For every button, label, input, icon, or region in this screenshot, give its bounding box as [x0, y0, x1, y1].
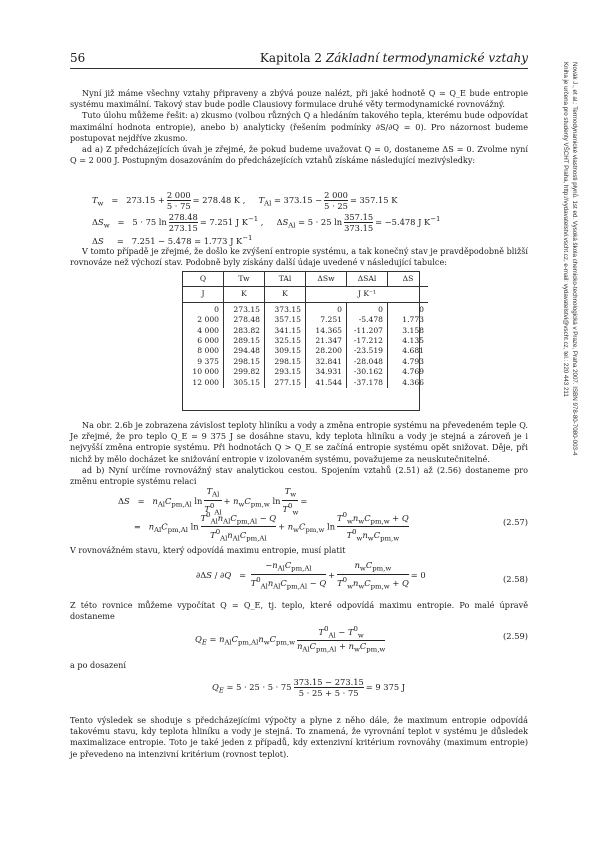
header-rule	[70, 68, 528, 69]
entropy-table	[183, 272, 428, 388]
equation-number: (2.59)	[503, 631, 528, 641]
equation-2-57: $\Delta S = n_{Al}C_{pm,Al}$ ln $\frac{T_{Al}}{T^0_{Al}}$ + $n_wC_{pm,w}$ ln $\frac{T_w}{T^0_w}$ = = $n_{Al}C_{pm,Al}$ ln $\frac{T^0_{Al}n_{Al}C_{pm,Al} - Q}{T^0_{Al}n_{Al}C_{pm,Al}}$ + $n_wC_{pm,w}$ ln $\frac{T^0_wn_wC_{pm,w} + Q}{T^0_wn_wC_{pm,w}}$	[118, 486, 409, 543]
table-row: 12 000 305.15 277.15 41.544 -37.178 4.366	[183, 378, 428, 388]
equation-number: (2.57)	[503, 517, 528, 527]
running-title: Kapitola 2 Základní termodynamické vztahy	[259, 51, 528, 65]
equation-number: (2.58)	[503, 574, 528, 584]
equation-result: $Q_E = 5 \cdot 25 \cdot 5 \cdot 75$ $\frac{373.15 - 273.15}{5 \cdot 25 + 5 \cdot 75}$ = 9 375 J	[212, 677, 406, 698]
paragraph-discussion: Na obr. 2.6b je zobrazena závislost teploty hliníku a vody a změna entropie systému na převedeném teple Q. Je zřejmé, že pro teplo Q_E = 9 375 J se dosáhne stavu, kdy teplota hliníku a vody je stejná a zároveň je i nejvyšší změna entropie systému. Při hodnotách Q > Q_E se začíná entropie systému opět snižovat. Děje, při nichž by mělo docházet ke snižování entropie v izolovaném systému, považujeme za neuskutečnitelné. ad b) Nyní určíme rovnovážný stav analytickou cestou. Spojením vztahů (2.51) až (2.56) dostaneme pro změnu entropie systému relaci	[70, 420, 528, 487]
paragraph-conclusion: Tento výsledek se shoduje s předcházejícími výpočty a plyne z něho dále, že maximum entropie odpovídá takovému stavu, kdy teplota hliníku a vody je stejná. To znamená, že vyrovnání teplot v systému je důsledek maximalizace entropie. Toto je také jeden z případů, kdy extenzivní kritérium rovnováhy (maximum entropie) je převedeno na intenzivní kritérium (rovnost teplot).	[70, 715, 528, 759]
table-row: 6 000 289.15 325.15 21.347 -17.212 4.135	[183, 336, 428, 346]
table-row: 8 000 294.48 309.15 28.200 -23.519 4.681	[183, 346, 428, 356]
table-row: 10 000 299.82 293.15 34.931 -30.162 4.769	[183, 367, 428, 377]
equation-intermediate-results: $T_w = 273.15$ + $\frac{2 000}{5 \cdot 75}$ = 278.48 K , $T_{Al} = 373.15$ − $\frac{2 000}{5 \cdot 25}$ = 357.15 K $\Delta S_w = 5 \cdot 75$ ln $\frac{278.48}{273.15}$ = 7.251 J $K^{-1}$ , $\Delta S_{Al} = 5 \cdot 25$ ln $\frac{357.15}{373.15}$ = −5.478 J $K^{-1}$ ΔS = 7.251 − 5.478 = 1.773 J $K^{-1}$	[92, 190, 441, 246]
paragraph-table-intro: V tomto případě je zřejmé, že došlo ke zvýšení entropie systému, a tak konečný stav je pravděpodobně bližší rovnováze než výchozí stav. Podobně byly získány další údaje uvedené v následující tabulce:	[70, 246, 528, 268]
equation-2-59: $Q_E = n_{Al}C_{pm,Al}n_wC_{pm,w}$ $\frac{T^0_{Al} - T^0_w}{n_{Al}C_{pm,Al} + n_wC_{pm,w}}$	[195, 625, 386, 655]
paragraph-equilibrium: V rovnovážném stavu, který odpovídá maximu entropie, musí platit	[70, 545, 346, 555]
table-row: 0 273.15 373.15 0 0 0	[183, 302, 428, 315]
equation-2-58: ∂ΔS / ∂Q = $\frac{-n_{Al}C_{pm,Al}}{T^0_{Al}n_{Al}C_{pm,Al} - Q}$ + $\frac{n_wC_{pm,w}}{T^0_wn_wC_{pm,w} + Q}$ = 0	[196, 560, 426, 591]
table-header-row: Q Tw TAl ΔSw ΔSAl ΔS	[183, 272, 428, 287]
table-row: 4 000 283.82 341.15 14.365 -11.207 3.158	[183, 326, 428, 336]
paragraph-substitution: a po dosazení	[70, 660, 126, 670]
table-row: 9 375 298.15 298.15 32.841 -28.048 4.793	[183, 357, 428, 367]
paragraph-intro: Nyní již máme všechny vztahy připraveny a zbývá pouze nalézt, při jaké hodnotě Q = Q_E bude entropie systému maximální. Takový stav bude podle Clausiovy formulace druhé věty termodynamické rovnovážný. Tuto úlohu můžeme řešit: a) zkusmo (volbou různých Q a hledáním takového tepla, kterému bude odpovídat maximální hodnota entropie), anebo b) analyticky (řešením podmínky ∂S/∂Q = 0). Pro názornost budeme postupovat nejdříve zkusmo. ad a) Z předcházejících úvah je zřejmé, že pokud budeme uvažovat Q = 0, dostaneme ΔS = 0. Zvolme nyní Q = 2 000 J. Postupným dosazováním do předcházejících vztahů získáme následující mezivýsledky:	[70, 88, 528, 166]
sidebar-citation: Novák J., et al.: Termodynamické vlastnosti plynů. 1st ed. Vysoká škola chemicko-technologická v Praze, Praha 2007. ISBN 978-80-7080-003-4 Kniha je určena pro studenty VŠCHT Praha, http://vydavatelstvi.vscht.cz, e-mail: vydavatelstvi@vscht.cz, tel.: 220 443 211	[562, 62, 578, 456]
table-units-row: J K K J K⁻¹	[183, 287, 428, 302]
table-row: 2 000 278.48 357.15 7.251 -5.478 1.773	[183, 315, 428, 325]
paragraph-derivation: Z této rovnice můžeme vypočítat Q = Q_E, tj. teplo, které odpovídá maximu entropie. Po malé úpravě dostaneme	[70, 600, 528, 622]
page-number: 56	[70, 51, 86, 65]
